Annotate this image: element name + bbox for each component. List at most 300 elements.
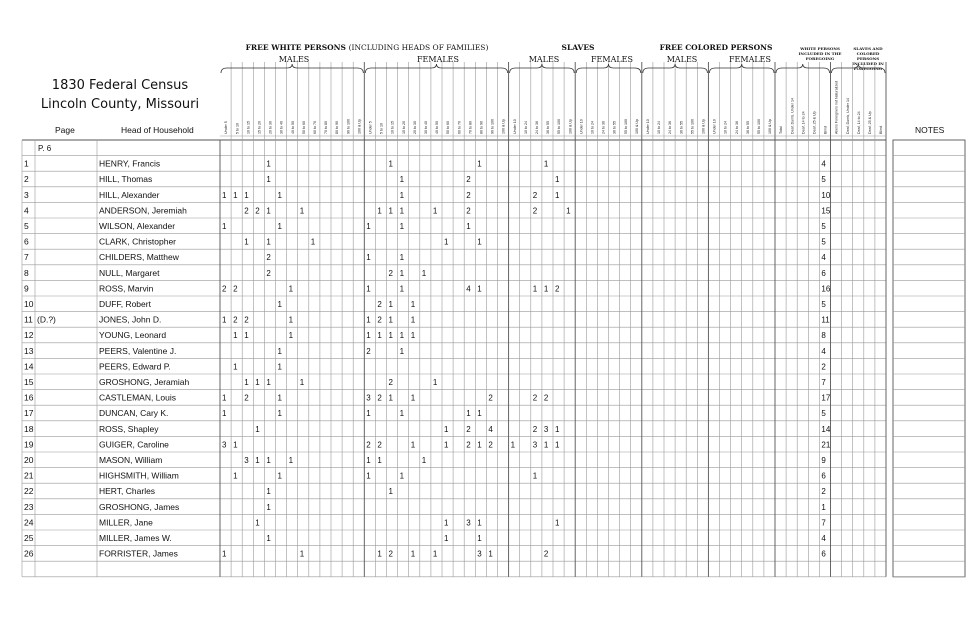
household-name: FORRISTER, James — [99, 548, 178, 559]
census-count: 1 — [277, 190, 282, 200]
census-count: 1 — [488, 549, 493, 559]
census-count: 1 — [266, 237, 271, 247]
household-name: ANDERSON, Jeremiah — [99, 205, 187, 216]
census-count: 1 — [421, 456, 427, 465]
column-age-label: 90 to 100 — [346, 119, 351, 134]
household-name: ROSS, Marvin — [99, 283, 154, 294]
census-count: 7 — [821, 518, 826, 528]
census-count: 1 — [388, 159, 393, 169]
census-count: 5 — [821, 222, 826, 231]
county-title: Lincoln County, Missouri — [40, 97, 200, 112]
census-count: 7 — [821, 378, 826, 387]
row-number: 19 — [24, 439, 34, 450]
column-age-label: 70 to 80 — [468, 121, 473, 134]
head-of-household-column-header: Head of Household — [121, 125, 194, 135]
census-count: 1 — [388, 206, 393, 216]
census-count: 1 — [288, 284, 294, 294]
census-count: 1 — [277, 362, 282, 372]
column-age-label: Under 5 — [224, 121, 229, 134]
census-count: 4 — [821, 159, 826, 169]
column-age-label: 20 to 30 — [412, 121, 417, 134]
census-count: 2 — [222, 284, 227, 294]
household-name: CHILDERS, Matthew — [99, 252, 179, 263]
column-age-label: 100 & Up — [634, 119, 639, 134]
census-count: 1 — [388, 393, 393, 403]
census-count: 1 — [399, 331, 405, 341]
column-age-label: 36 to 55 — [612, 121, 617, 134]
slave-females-label: FEMALES — [591, 55, 633, 64]
census-count: 1 — [299, 549, 305, 559]
row-number: 14 — [24, 361, 34, 372]
census-count: 4 — [821, 253, 826, 263]
census-count: 1 — [277, 409, 282, 419]
column-age-label: 10 to 24 — [657, 121, 662, 134]
census-count: 1 — [277, 393, 282, 403]
census-count: 2 — [532, 424, 538, 434]
column-age-label: 60 to 70 — [457, 121, 462, 134]
census-count: 1 — [233, 471, 238, 481]
row-number: 8 — [24, 267, 29, 278]
census-count: 1 — [399, 409, 405, 419]
household-name: GUIGER, Caroline — [99, 439, 169, 450]
row-number: 15 — [24, 377, 34, 387]
row-number: 17 — [24, 408, 34, 419]
column-age-label: Deaf, 25 & Up — [868, 111, 873, 134]
census-count: 1 — [388, 487, 393, 497]
column-age-label: 55 to 100 — [690, 119, 695, 134]
column-age-label: Blind — [823, 126, 828, 134]
row-number: 12 — [24, 330, 34, 341]
column-age-label: Deaf, Dumb, Under 14 — [790, 98, 795, 134]
census-count: 1 — [222, 222, 227, 231]
column-age-label: 40 to 50 — [435, 121, 440, 134]
census-count: 2 — [366, 440, 371, 450]
census-count: 2 — [466, 424, 471, 434]
census-count: 2 — [377, 440, 382, 450]
column-age-label: 50 to 60 — [446, 121, 451, 134]
column-age-label: 24 to 36 — [601, 121, 606, 134]
row-number: 16 — [24, 392, 34, 403]
column-age-label: 10 to 15 — [390, 121, 395, 134]
row-number: 1 — [24, 158, 29, 169]
column-age-label: 10 to 24 — [590, 121, 595, 134]
column-age-label: Under 10 — [646, 119, 651, 134]
census-count: 1 — [288, 456, 294, 465]
census-count: 1 — [288, 315, 294, 325]
census-count: 4 — [821, 534, 826, 543]
census-count: 1 — [366, 222, 371, 231]
row-number: 5 — [24, 221, 29, 231]
slaves-colored-note: SLAVES AND COLORED PERSONS INCLUDED IN FOREGOING — [852, 46, 884, 71]
census-count: 5 — [821, 175, 826, 185]
census-count: 1 — [388, 300, 393, 309]
census-count: 1 — [222, 190, 227, 200]
row-number: 22 — [24, 486, 34, 497]
census-count: 4 — [821, 346, 826, 356]
census-count: 1 — [366, 315, 371, 325]
census-count: 1 — [432, 378, 438, 387]
column-age-label: 70 to 80 — [324, 121, 329, 134]
census-count: 2 — [388, 549, 393, 559]
row-page-note: (D.?) — [37, 314, 56, 325]
census-count: 1 — [244, 190, 249, 200]
census-count: 1 — [277, 346, 282, 356]
census-count: 1 — [266, 175, 271, 185]
census-count: 2 — [466, 175, 471, 185]
census-count: 1 — [821, 502, 826, 512]
census-count: 2 — [266, 268, 271, 278]
census-count: 14 — [821, 424, 831, 434]
census-count: 1 — [555, 518, 560, 528]
census-count: 1 — [466, 222, 471, 231]
census-count: 1 — [555, 175, 560, 185]
slave-males-label: MALES — [528, 55, 560, 64]
census-count: 5 — [821, 409, 826, 419]
colored-females-label: FEMALES — [729, 55, 771, 64]
page-label: P. 6 — [38, 144, 52, 153]
census-count: 1 — [266, 206, 271, 216]
census-count: 11 — [821, 315, 830, 325]
census-count: 1 — [543, 440, 549, 450]
census-count: 2 — [233, 315, 238, 325]
census-count: 2 — [532, 206, 538, 216]
column-age-label: 55 to 100 — [557, 119, 562, 134]
census-count: 6 — [821, 268, 826, 278]
census-count: 1 — [477, 237, 482, 247]
column-age-label: 55 to 100 — [757, 119, 762, 134]
column-age-label: 10 to 15 — [246, 121, 251, 134]
row-number: 2 — [24, 174, 29, 185]
column-age-label: Deaf, 14 to 24 — [856, 111, 861, 134]
census-count: 2 — [255, 206, 260, 216]
census-count: 2 — [266, 253, 271, 263]
free-white-note: (INCLUDING HEADS OF FAMILIES) — [348, 43, 489, 52]
census-count: 1 — [432, 549, 438, 559]
census-count: 1 — [299, 206, 305, 216]
white-persons-brace — [776, 64, 830, 73]
census-count: 1 — [366, 409, 371, 419]
column-age-label: 80 to 90 — [479, 121, 484, 134]
census-count: 2 — [388, 378, 393, 387]
census-count: 2 — [466, 190, 471, 200]
census-count: 2 — [532, 393, 538, 403]
census-count: 1 — [410, 300, 416, 309]
census-count: 1 — [399, 471, 405, 481]
census-count: 1 — [399, 190, 405, 200]
column-age-label: Under 10 — [712, 119, 717, 134]
household-name: PEERS, Valentine J. — [99, 345, 177, 356]
column-age-label: Deaf, 14 to 24 — [801, 111, 806, 134]
column-age-label: 20 to 30 — [268, 121, 273, 134]
household-name: CLARK, Christopher — [99, 236, 177, 247]
census-count: 1 — [266, 378, 271, 387]
census-count: 1 — [399, 346, 405, 356]
household-name: NULL, Margaret — [99, 267, 160, 278]
household-name: DUNCAN, Cary K. — [99, 408, 169, 419]
census-count: 6 — [821, 549, 826, 559]
column-age-label: 100 & Up — [568, 119, 573, 134]
colored-males-label: MALES — [666, 55, 698, 64]
row-number: 6 — [24, 236, 29, 247]
census-count: 1 — [444, 534, 449, 543]
census-count: 3 — [466, 518, 471, 528]
census-count: 2 — [377, 315, 382, 325]
row-number: 20 — [24, 455, 34, 465]
census-count: 1 — [410, 440, 416, 450]
census-count: 2 — [244, 393, 249, 403]
census-count: 1 — [532, 471, 538, 481]
census-count: 1 — [255, 424, 260, 434]
white-males-label: MALES — [278, 55, 310, 64]
census-count: 1 — [222, 393, 227, 403]
census-count: 17 — [821, 393, 831, 403]
census-count: 3 — [366, 393, 371, 403]
census-count: 1 — [233, 331, 238, 341]
census-count: 4 — [488, 424, 493, 434]
row-number: 3 — [24, 189, 29, 200]
census-count: 1 — [266, 487, 271, 497]
census-count: 1 — [399, 222, 405, 231]
census-count: 1 — [444, 237, 449, 247]
column-age-label: Under 5 — [368, 121, 373, 134]
census-count: 3 — [244, 456, 249, 465]
census-count: 1 — [233, 440, 238, 450]
census-count: 1 — [477, 284, 482, 294]
slaves-header: SLAVES — [561, 43, 595, 52]
row-number: 9 — [24, 283, 29, 294]
census-count: 15 — [821, 206, 831, 216]
census-count: 2 — [488, 393, 493, 403]
census-count: 1 — [366, 456, 371, 465]
column-age-label: 24 to 36 — [668, 121, 673, 134]
census-count: 1 — [543, 159, 549, 169]
row-number: 7 — [24, 252, 29, 263]
column-age-label: 60 to 70 — [313, 121, 318, 134]
column-age-label: Aliens Foreigners not Naturalized — [834, 80, 839, 134]
household-name: HERT, Charles — [99, 486, 156, 497]
column-age-label: Deaf, Dumb, Under 14 — [845, 98, 850, 134]
household-name: GROSHONG, Jeramiah — [99, 377, 190, 387]
census-count: 2 — [377, 300, 382, 309]
household-name: DUFF, Robert — [99, 299, 151, 309]
census-count: 1 — [366, 253, 371, 263]
census-count: 2 — [244, 206, 249, 216]
census-count: 8 — [821, 331, 826, 341]
census-count: 1 — [266, 502, 271, 512]
column-age-label: 100 & Up — [768, 119, 773, 134]
census-count: 9 — [821, 456, 826, 465]
census-title: 1830 Federal Census — [51, 78, 189, 93]
census-count: 1 — [233, 362, 238, 372]
column-age-label: 100 & Up — [701, 119, 706, 134]
white-persons-note: WHITE PERSONS INCLUDED IN THE FOREGOING — [798, 46, 842, 61]
census-count: 1 — [444, 424, 449, 434]
census-count: 1 — [277, 300, 282, 309]
household-name: MASON, William — [99, 455, 163, 465]
census-count: 1 — [432, 206, 438, 216]
census-count: 1 — [477, 518, 482, 528]
row-number: 24 — [24, 517, 34, 528]
census-count: 1 — [377, 549, 382, 559]
census-count: 2 — [821, 362, 826, 372]
census-count: 1 — [410, 315, 416, 325]
census-count: 16 — [821, 284, 831, 294]
census-count: 3 — [532, 440, 538, 450]
census-count: 1 — [233, 190, 238, 200]
column-age-label: 100 & Up — [357, 119, 362, 134]
census-count: 1 — [377, 331, 382, 341]
census-count: 1 — [266, 456, 271, 465]
census-count: 10 — [821, 190, 831, 200]
census-count: 5 — [821, 300, 826, 309]
census-count: 1 — [366, 471, 371, 481]
census-count: 1 — [366, 284, 371, 294]
census-count: 1 — [244, 237, 249, 247]
column-age-label: Under 10 — [579, 119, 584, 134]
census-count: 1 — [510, 440, 516, 450]
census-count: 1 — [222, 549, 227, 559]
row-number: 18 — [24, 423, 34, 434]
column-age-label: Deaf, 25 & Up — [812, 111, 817, 134]
row-number: 11 — [24, 314, 33, 325]
census-count: 1 — [444, 440, 449, 450]
column-age-label: 36 to 55 — [679, 121, 684, 134]
census-count: 1 — [444, 518, 449, 528]
column-age-label: 15 to 20 — [401, 121, 406, 134]
household-name: HILL, Alexander — [99, 189, 160, 200]
white-females-label: FEMALES — [417, 55, 459, 64]
census-count: 1 — [266, 534, 271, 543]
census-count: 6 — [821, 471, 826, 481]
census-count: 1 — [566, 206, 571, 216]
census-count: 2 — [821, 487, 826, 497]
census-count: 1 — [543, 284, 549, 294]
census-count: 2 — [466, 440, 471, 450]
census-count: 1 — [477, 159, 482, 169]
column-age-label: 5 to 10 — [235, 123, 240, 134]
column-age-label: 36 to 55 — [745, 121, 750, 134]
row-number: 26 — [24, 548, 34, 559]
census-count: 1 — [277, 222, 282, 231]
census-count: 1 — [477, 409, 482, 419]
notes-column-header: NOTES — [915, 125, 945, 135]
household-name: MILLER, James W. — [99, 533, 172, 543]
census-count: 2 — [377, 393, 382, 403]
census-count: 1 — [222, 409, 227, 419]
column-age-label: 55 to 100 — [623, 119, 628, 134]
row-number: 25 — [24, 533, 34, 543]
census-count: 2 — [388, 268, 393, 278]
column-age-label: 15 to 20 — [257, 121, 262, 134]
census-count: 2 — [244, 315, 249, 325]
census-count: 1 — [366, 331, 371, 341]
census-count: 1 — [299, 378, 305, 387]
census-count: 3 — [543, 424, 549, 434]
census-count: 1 — [255, 456, 260, 465]
column-age-label: 10 to 24 — [723, 121, 728, 134]
census-count: 1 — [266, 159, 271, 169]
household-name: JONES, John D. — [99, 314, 162, 325]
census-count: 1 — [277, 471, 282, 481]
column-age-label: Blind — [879, 126, 884, 134]
column-age-label: 24 to 36 — [535, 121, 540, 134]
census-count: 1 — [388, 331, 393, 341]
census-count: 21 — [821, 440, 831, 450]
census-count: 2 — [466, 206, 471, 216]
column-age-label: 80 to 90 — [335, 121, 340, 134]
row-number: 23 — [24, 501, 34, 512]
census-count: 1 — [399, 268, 405, 278]
column-age-label: 30 to 40 — [279, 121, 284, 134]
census-count: 1 — [399, 206, 405, 216]
census-count: 5 — [821, 237, 826, 247]
census-count: 2 — [366, 346, 371, 356]
census-count: 3 — [477, 549, 482, 559]
census-count: 1 — [377, 456, 382, 465]
free-white-label: FREE WHITE PERSONS — [245, 43, 346, 52]
household-name: CASTLEMAN, Louis — [99, 392, 176, 403]
column-age-label: 24 to 36 — [734, 121, 739, 134]
household-name: PEERS, Edward P. — [99, 361, 171, 372]
household-name: GROSHONG, James — [99, 501, 180, 512]
household-name: HIGHSMITH, William — [99, 470, 179, 481]
census-count: 2 — [543, 393, 549, 403]
free-colored-header: FREE COLORED PERSONS — [659, 43, 773, 52]
household-name: ROSS, Shapley — [99, 423, 159, 434]
census-count: 1 — [255, 378, 260, 387]
census-count: 2 — [488, 440, 493, 450]
census-count: 4 — [466, 284, 471, 294]
census-count: 1 — [399, 253, 405, 263]
page-column-header: Page — [55, 125, 75, 135]
household-name: YOUNG, Leonard — [99, 330, 167, 341]
census-count: 2 — [555, 284, 560, 294]
census-count: 1 — [555, 424, 560, 434]
census-count: 2 — [543, 549, 549, 559]
census-count: 1 — [399, 284, 405, 294]
household-name: WILSON, Alexander — [99, 221, 176, 231]
census-count: 1 — [255, 518, 260, 528]
census-count: 1 — [288, 331, 294, 341]
census-count: 1 — [244, 331, 249, 341]
census-count: 1 — [477, 440, 482, 450]
row-number: 10 — [24, 299, 34, 309]
census-count: 1 — [377, 206, 382, 216]
census-count: 1 — [310, 237, 316, 247]
household-name: MILLER, Jane — [99, 517, 153, 528]
census-count: 1 — [399, 175, 405, 185]
census-count: 1 — [388, 315, 393, 325]
census-count: 1 — [410, 331, 416, 341]
census-count: 1 — [532, 284, 538, 294]
census-count: 1 — [244, 378, 249, 387]
row-number: 21 — [24, 470, 34, 481]
column-age-label: 90 to 100 — [490, 119, 495, 134]
census-count: 1 — [410, 393, 416, 403]
census-count: 2 — [233, 284, 238, 294]
column-age-label: 10 to 24 — [523, 121, 528, 134]
column-age-label: 5 to 10 — [379, 123, 384, 134]
household-name: HILL, Thomas — [99, 174, 153, 185]
row-number: 4 — [24, 205, 29, 216]
census-count: 1 — [466, 409, 471, 419]
census-count: 1 — [421, 268, 427, 278]
column-age-label: 100 & Up — [501, 119, 506, 134]
census-count: 1 — [477, 534, 482, 543]
census-count: 1 — [222, 315, 227, 325]
column-age-label: Under 10 — [512, 119, 517, 134]
household-name: HENRY, Francis — [99, 158, 161, 169]
